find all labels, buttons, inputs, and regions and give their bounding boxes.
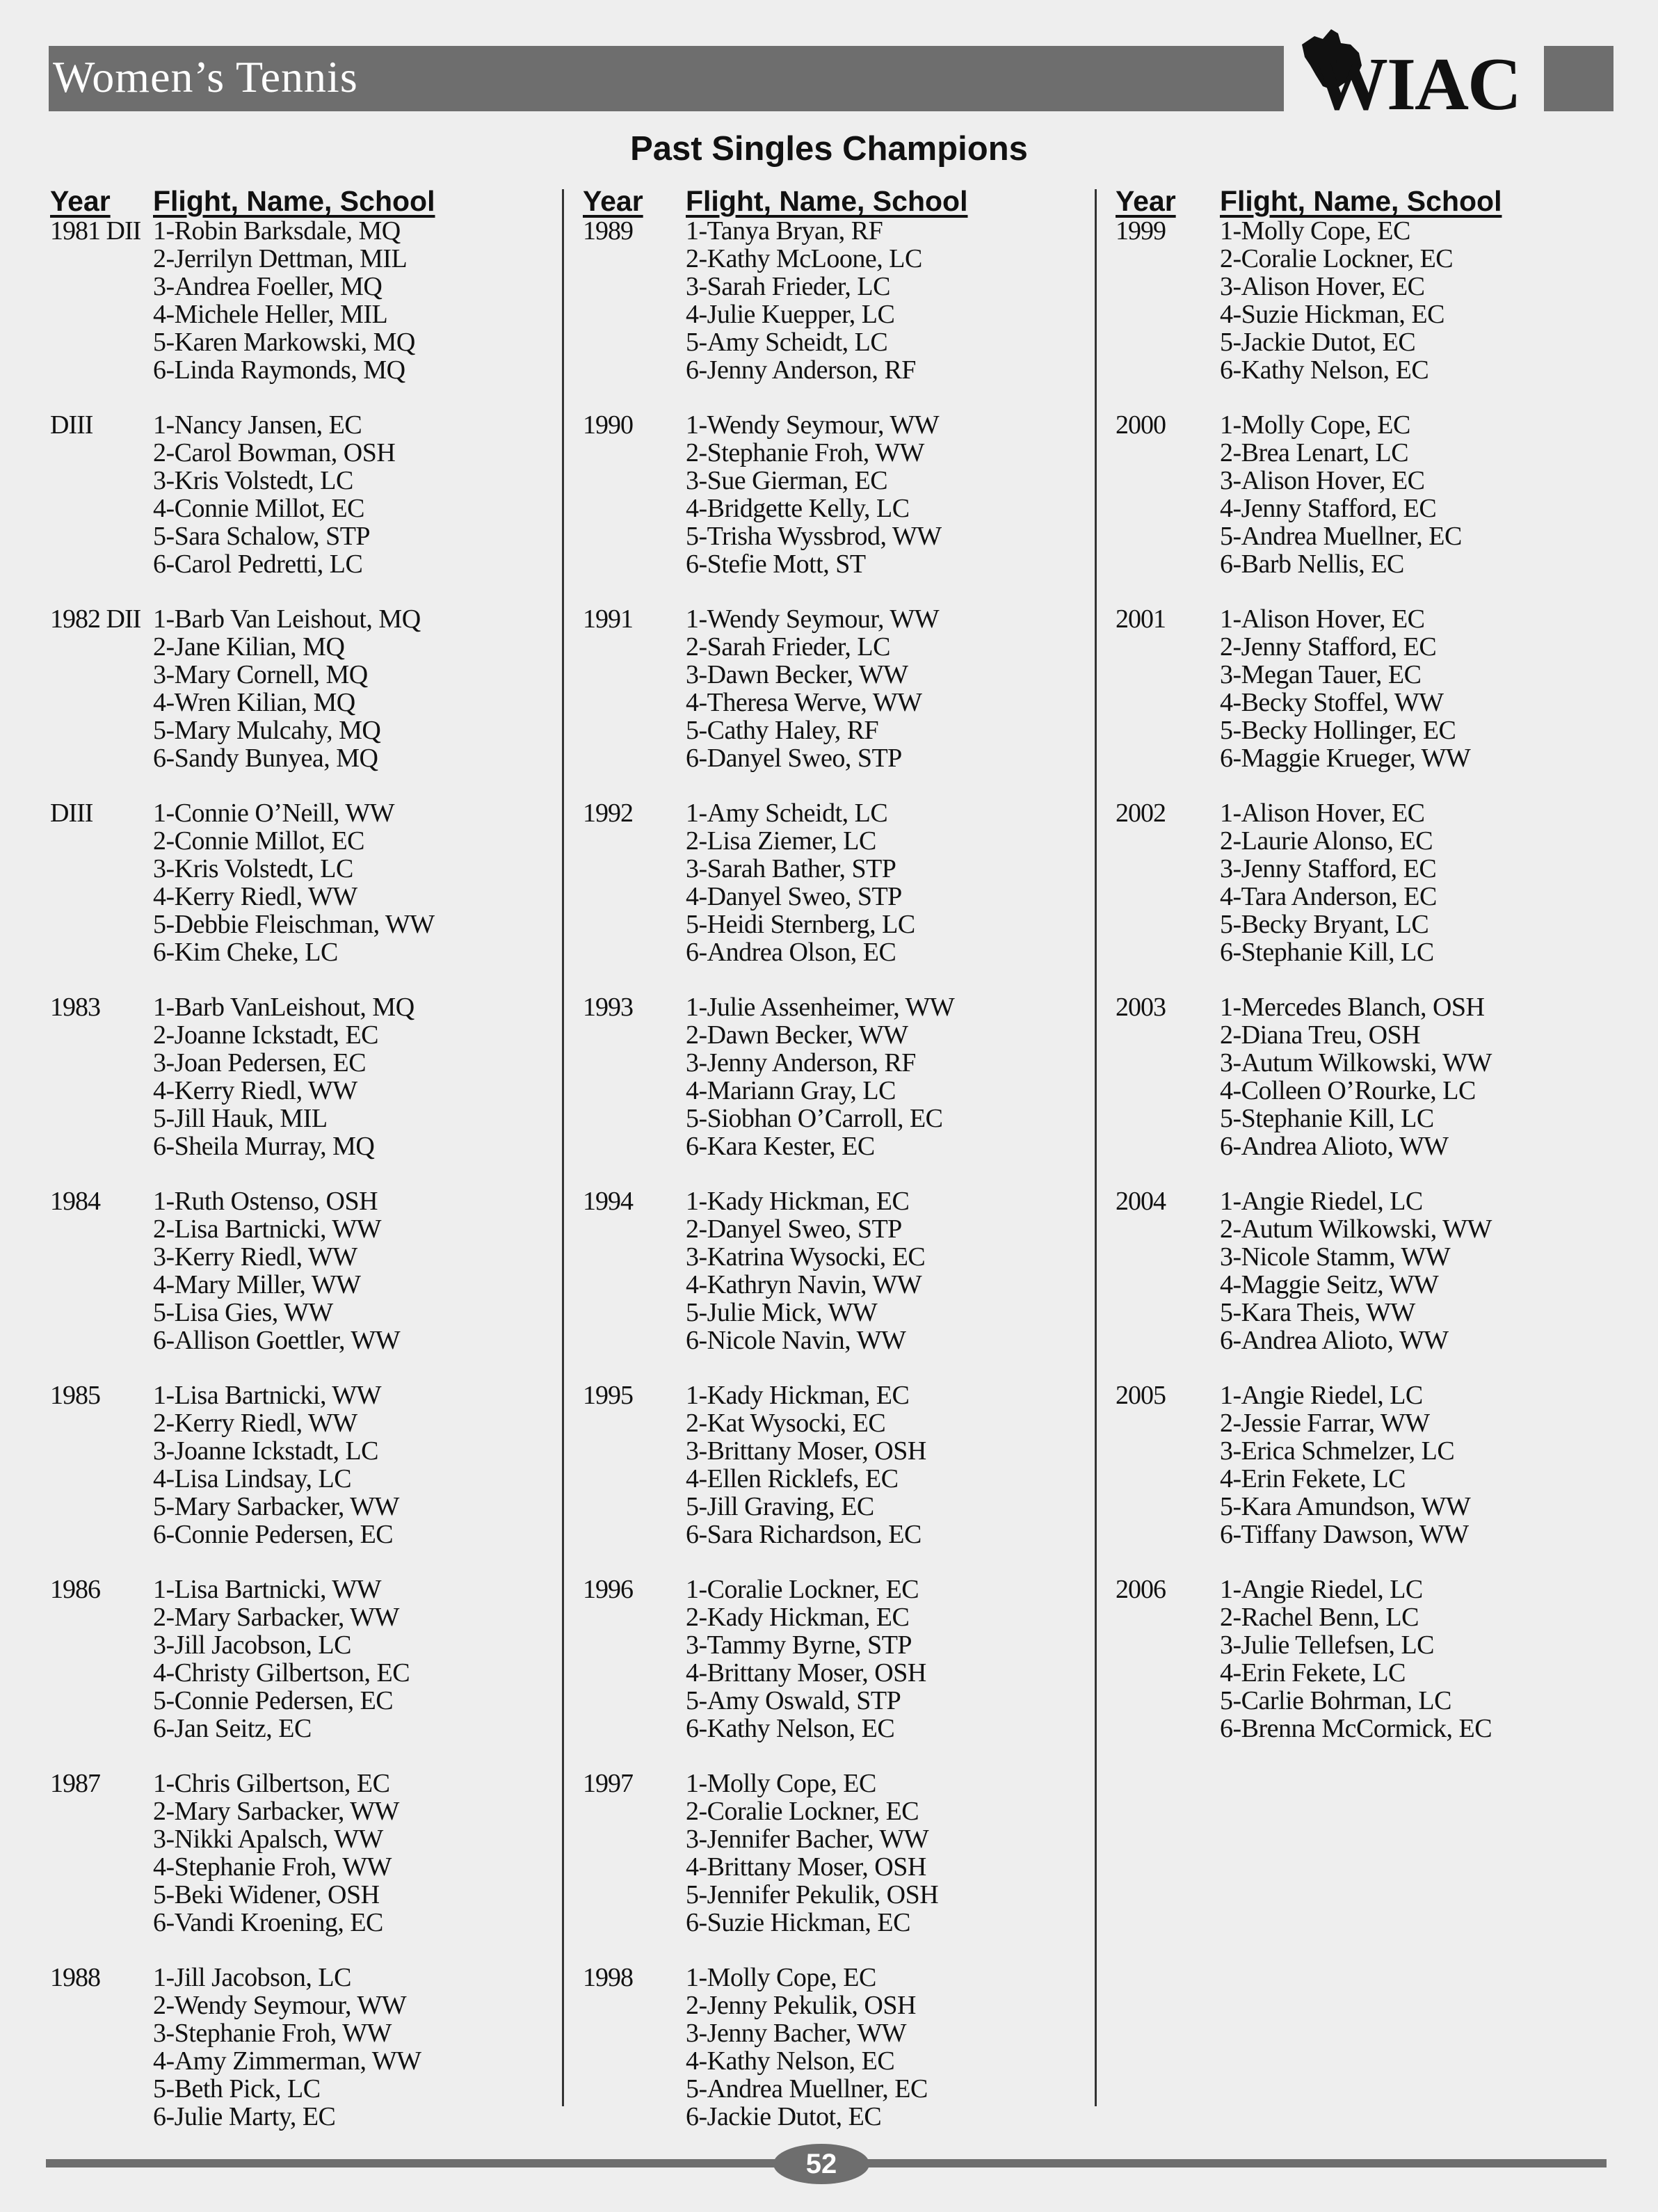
champion-entry: 1-Chris Gilbertson, EC (153, 1769, 390, 1798)
champion-entry: 4-Mary Miller, WW (153, 1270, 361, 1299)
champion-entry: 6-Danyel Sweo, STP (686, 744, 902, 773)
champion-entry: 3-Alison Hover, EC (1220, 272, 1425, 301)
year-header: Year (1116, 185, 1176, 217)
champion-entry: 5-Mary Sarbacker, WW (153, 1492, 399, 1521)
champion-entry: 1-Wendy Seymour, WW (686, 410, 940, 440)
flight-list (153, 799, 435, 966)
champion-entry: 5-Beth Pick, LC (153, 2074, 321, 2103)
champion-entry: 1-Amy Scheidt, LC (686, 799, 888, 828)
champion-entry: 4-Connie Millot, EC (153, 494, 364, 523)
champion-entry: 5-Karen Markowski, MQ (153, 328, 415, 357)
champion-entry: 6-Nicole Navin, WW (686, 1326, 906, 1355)
champion-entry: 3-Kerry Riedl, WW (153, 1242, 357, 1272)
flight-header: Flight, Name, School (686, 185, 968, 217)
champion-entry: 4-Kathryn Navin, WW (686, 1270, 922, 1299)
flight-list (153, 1187, 400, 1354)
champion-entry: 3-Sue Gierman, EC (686, 466, 888, 495)
champion-entry: 3-Julie Tellefsen, LC (1220, 1630, 1435, 1660)
year-label: 1981 DII (50, 216, 141, 246)
champion-entry: 3-Erica Schmelzer, LC (1220, 1436, 1455, 1466)
champion-entry: 4-Colleen O’Rourke, LC (1220, 1076, 1476, 1105)
champion-entry: 2-Dawn Becker, WW (686, 1020, 908, 1050)
champion-entry: 5-Jill Graving, EC (686, 1492, 874, 1521)
flight-list (686, 605, 939, 772)
champion-entry: 2-Sarah Frieder, LC (686, 632, 890, 662)
champion-entry: 3-Kris Volstedt, LC (153, 854, 353, 883)
flight-list (153, 1964, 421, 2131)
year-label: 1996 (583, 1575, 633, 1604)
champion-entry: 3-Jennifer Bacher, WW (686, 1825, 929, 1854)
champion-entry: 1-Kady Hickman, EC (686, 1187, 910, 1216)
champion-entry: 3-Joan Pedersen, EC (153, 1048, 367, 1077)
champion-entry: 2-Rachel Benn, LC (1220, 1603, 1419, 1632)
champion-entry: 4-Danyel Sweo, STP (686, 882, 902, 911)
champion-entry: 5-Carlie Bohrman, LC (1220, 1686, 1451, 1715)
flight-list (1220, 1576, 1492, 1742)
champion-entry: 6-Suzie Hickman, EC (686, 1908, 910, 1937)
champion-entry: 5-Andrea Muellner, EC (686, 2074, 928, 2103)
champion-entry: 1-Wendy Seymour, WW (686, 604, 940, 634)
champion-entry: 2-Carol Bowman, OSH (153, 438, 396, 467)
champion-entry: 6-Kim Cheke, LC (153, 938, 338, 967)
champion-entry: 2-Lisa Ziemer, LC (686, 826, 876, 856)
column-divider (562, 189, 564, 2106)
champion-entry: 4-Becky Stoffel, WW (1220, 688, 1444, 717)
champion-entry: 2-Lisa Bartnicki, WW (153, 1215, 382, 1244)
champion-entry: 6-Stephanie Kill, LC (1220, 938, 1434, 967)
champion-entry: 1-Angie Riedel, LC (1220, 1575, 1423, 1604)
champion-entry: 1-Julie Assenheimer, WW (686, 993, 955, 1022)
year-label: 1988 (50, 1963, 100, 1992)
flight-list (1220, 993, 1492, 1160)
champion-entry: 3-Autum Wilkowski, WW (1220, 1048, 1492, 1077)
champion-entry: 1-Connie O’Neill, WW (153, 799, 395, 828)
champion-entry: 5-Lisa Gies, WW (153, 1298, 333, 1327)
champion-entry: 5-Mary Mulcahy, MQ (153, 716, 381, 745)
champion-entry: 2-Jenny Pekulik, OSH (686, 1991, 916, 2020)
champion-entry: 4-Jenny Stafford, EC (1220, 494, 1437, 523)
champion-entry: 5-Amy Scheidt, LC (686, 328, 888, 357)
champion-entry: 6-Kathy Nelson, EC (686, 1714, 895, 1743)
champion-entry: 3-Jenny Stafford, EC (1220, 854, 1437, 883)
champion-entry: 6-Andrea Alioto, WW (1220, 1326, 1449, 1355)
champion-entry: 3-Tammy Byrne, STP (686, 1630, 912, 1660)
flight-list (686, 799, 915, 966)
champion-entry: 1-Alison Hover, EC (1220, 799, 1425, 828)
champion-entry: 1-Lisa Bartnicki, WW (153, 1575, 382, 1604)
flight-list (153, 217, 415, 384)
champion-entry: 1-Barb VanLeishout, MQ (153, 993, 414, 1022)
flight-list (686, 411, 942, 578)
year-label: 1997 (583, 1769, 633, 1798)
flight-list (153, 1381, 399, 1548)
champion-entry: 4-Julie Kuepper, LC (686, 300, 895, 329)
champion-entry: 1-Jill Jacobson, LC (153, 1963, 351, 1992)
year-label: DIII (50, 410, 93, 440)
champion-entry: 5-Beki Widener, OSH (153, 1880, 380, 1909)
champion-entry: 2-Mary Sarbacker, WW (153, 1797, 399, 1826)
champion-entry: 1-Tanya Bryan, RF (686, 216, 883, 246)
column-divider (1095, 189, 1097, 2106)
year-header: Year (50, 185, 111, 217)
champion-entry: 6-Kathy Nelson, EC (1220, 355, 1429, 385)
year-label: 2002 (1116, 799, 1166, 828)
champion-entry: 4-Michele Heller, MIL (153, 300, 388, 329)
champion-entry: 5-Debbie Fleischman, WW (153, 910, 435, 939)
flight-list (1220, 605, 1470, 772)
champion-entry: 6-Maggie Krueger, WW (1220, 744, 1471, 773)
champion-entry: 6-Andrea Alioto, WW (1220, 1132, 1449, 1161)
champion-entry: 1-Nancy Jansen, EC (153, 410, 362, 440)
champion-entry: 4-Bridgette Kelly, LC (686, 494, 910, 523)
flight-list (153, 993, 414, 1160)
champion-entry: 5-Stephanie Kill, LC (1220, 1104, 1434, 1133)
flight-list (686, 1576, 926, 1742)
champion-entry: 2-Wendy Seymour, WW (153, 1991, 407, 2020)
champion-entry: 6-Jenny Anderson, RF (686, 355, 916, 385)
champion-entry: 4-Christy Gilbertson, EC (153, 1658, 410, 1688)
champion-entry: 2-Coralie Lockner, EC (686, 1797, 919, 1826)
champion-entry: 6-Connie Pedersen, EC (153, 1520, 394, 1549)
year-label: 1994 (583, 1187, 633, 1216)
champion-entry: 3-Brittany Moser, OSH (686, 1436, 926, 1466)
champion-entry: 5-Becky Bryant, LC (1220, 910, 1429, 939)
year-label: 1984 (50, 1187, 100, 1216)
flight-list (1220, 799, 1437, 966)
year-label: 1985 (50, 1381, 100, 1410)
champion-entry: 4-Theresa Werve, WW (686, 688, 922, 717)
wiac-logo-text: WIAC (1313, 43, 1521, 126)
champion-entry: 2-Danyel Sweo, STP (686, 1215, 902, 1244)
champion-entry: 4-Stephanie Froh, WW (153, 1852, 392, 1882)
champion-entry: 5-Jill Hauk, MIL (153, 1104, 328, 1133)
champion-entry: 6-Andrea Olson, EC (686, 938, 896, 967)
champion-entry: 4-Kathy Nelson, EC (686, 2046, 895, 2076)
flight-list (686, 1187, 925, 1354)
flight-header: Flight, Name, School (1220, 185, 1502, 217)
champion-entry: 6-Julie Marty, EC (153, 2102, 336, 2131)
champion-entry: 3-Kris Volstedt, LC (153, 466, 353, 495)
year-label: 2000 (1116, 410, 1166, 440)
champion-entry: 2-Stephanie Froh, WW (686, 438, 924, 467)
year-label: 1990 (583, 410, 633, 440)
champion-entry: 1-Angie Riedel, LC (1220, 1381, 1423, 1410)
champion-entry: 6-Tiffany Dawson, WW (1220, 1520, 1469, 1549)
year-label: 2006 (1116, 1575, 1166, 1604)
champion-entry: 4-Maggie Seitz, WW (1220, 1270, 1439, 1299)
year-label: 1995 (583, 1381, 633, 1410)
champion-entry: 2-Autum Wilkowski, WW (1220, 1215, 1492, 1244)
champion-entry: 6-Sheila Murray, MQ (153, 1132, 375, 1161)
champion-entry: 4-Erin Fekete, LC (1220, 1464, 1406, 1493)
champion-entry: 5-Kara Amundson, WW (1220, 1492, 1471, 1521)
champion-entry: 3-Mary Cornell, MQ (153, 660, 368, 689)
flight-list (153, 1576, 410, 1742)
champion-entry: 3-Sarah Frieder, LC (686, 272, 890, 301)
flight-list (1220, 217, 1453, 384)
champion-entry: 1-Coralie Lockner, EC (686, 1575, 919, 1604)
champion-entry: 2-Kathy McLoone, LC (686, 244, 922, 273)
champion-entry: 2-Jerrilyn Dettman, MIL (153, 244, 408, 273)
champion-entry: 5-Sara Schalow, STP (153, 522, 371, 551)
champion-entry: 4-Kerry Riedl, WW (153, 882, 357, 911)
flight-list (1220, 1381, 1470, 1548)
champion-entry: 5-Andrea Muellner, EC (1220, 522, 1462, 551)
champion-entry: 4-Brittany Moser, OSH (686, 1852, 926, 1882)
champion-entry: 1-Ruth Ostenso, OSH (153, 1187, 378, 1216)
year-label: 1992 (583, 799, 633, 828)
year-label: 1983 (50, 993, 100, 1022)
flight-list (686, 993, 954, 1160)
champion-entry: 5-Trisha Wyssbrod, WW (686, 522, 942, 551)
champion-entry: 4-Mariann Gray, LC (686, 1076, 896, 1105)
champion-entry: 6-Sandy Bunyea, MQ (153, 744, 378, 773)
flight-list (1220, 411, 1462, 578)
champion-entry: 6-Brenna McCormick, EC (1220, 1714, 1492, 1743)
champion-entry: 3-Dawn Becker, WW (686, 660, 908, 689)
champion-entry: 1-Angie Riedel, LC (1220, 1187, 1423, 1216)
champion-entry: 3-Andrea Foeller, MQ (153, 272, 383, 301)
champion-entry: 6-Barb Nellis, EC (1220, 550, 1404, 579)
champion-entry: 5-Julie Mick, WW (686, 1298, 878, 1327)
champion-entry: 1-Alison Hover, EC (1220, 604, 1425, 634)
champion-entry: 6-Linda Raymonds, MQ (153, 355, 405, 385)
champion-entry: 2-Jenny Stafford, EC (1220, 632, 1437, 662)
year-label: 2005 (1116, 1381, 1166, 1410)
champion-entry: 2-Jane Kilian, MQ (153, 632, 345, 662)
champion-entry: 6-Stefie Mott, ST (686, 550, 866, 579)
year-label: 1998 (583, 1963, 633, 1992)
champion-entry: 3-Jenny Bacher, WW (686, 2019, 906, 2048)
year-label: 1989 (583, 216, 633, 246)
champion-entry: 6-Jan Seitz, EC (153, 1714, 312, 1743)
champion-entry: 4-Kerry Riedl, WW (153, 1076, 357, 1105)
champion-entry: 2-Kady Hickman, EC (686, 1603, 910, 1632)
champion-entry: 2-Joanne Ickstadt, EC (153, 1020, 379, 1050)
champion-entry: 3-Nicole Stamm, WW (1220, 1242, 1451, 1272)
champion-entry: 1-Barb Van Leishout, MQ (153, 604, 421, 634)
champion-entry: 5-Connie Pedersen, EC (153, 1686, 394, 1715)
flight-list (1220, 1187, 1492, 1354)
champion-entry: 1-Lisa Bartnicki, WW (153, 1381, 382, 1410)
champion-entry: 2-Coralie Lockner, EC (1220, 244, 1454, 273)
champion-entry: 6-Kara Kester, EC (686, 1132, 875, 1161)
year-label: 1999 (1116, 216, 1166, 246)
year-label: DIII (50, 799, 93, 828)
champion-entry: 2-Mary Sarbacker, WW (153, 1603, 399, 1632)
champion-entry: 6-Allison Goettler, WW (153, 1326, 401, 1355)
champion-entry: 4-Lisa Lindsay, LC (153, 1464, 352, 1493)
year-label: 1986 (50, 1575, 100, 1604)
champion-entry: 2-Kerry Riedl, WW (153, 1409, 357, 1438)
champion-entry: 3-Alison Hover, EC (1220, 466, 1425, 495)
champion-entry: 6-Carol Pedretti, LC (153, 550, 363, 579)
year-label: 1982 DII (50, 604, 141, 634)
champion-entry: 1-Robin Barksdale, MQ (153, 216, 401, 246)
champion-entry: 6-Jackie Dutot, EC (686, 2102, 882, 2131)
flight-list (686, 1381, 926, 1548)
champion-entry: 3-Megan Tauer, EC (1220, 660, 1422, 689)
champion-entry: 5-Siobhan O’Carroll, EC (686, 1104, 943, 1133)
champion-entry: 1-Molly Cope, EC (1220, 216, 1410, 246)
champion-entry: 3-Sarah Bather, STP (686, 854, 896, 883)
year-label: 1993 (583, 993, 633, 1022)
champion-entry: 3-Stephanie Froh, WW (153, 2019, 392, 2048)
champion-entry: 4-Brittany Moser, OSH (686, 1658, 926, 1688)
champion-entry: 5-Heidi Sternberg, LC (686, 910, 915, 939)
champion-entry: 2-Kat Wysocki, EC (686, 1409, 886, 1438)
champion-entry: 4-Erin Fekete, LC (1220, 1658, 1406, 1688)
champion-entry: 3-Jill Jacobson, LC (153, 1630, 351, 1660)
champion-entry: 6-Vandi Kroening, EC (153, 1908, 383, 1937)
champion-entry: 3-Nikki Apalsch, WW (153, 1825, 383, 1854)
champion-entry: 1-Kady Hickman, EC (686, 1381, 910, 1410)
page-subtitle: Past Singles Champions (630, 130, 1028, 168)
flight-header: Flight, Name, School (153, 185, 435, 217)
flight-list (153, 1770, 399, 1937)
champion-entry: 4-Suzie Hickman, EC (1220, 300, 1444, 329)
flight-list (686, 1770, 938, 1937)
champion-entry: 3-Jenny Anderson, RF (686, 1048, 916, 1077)
champion-entry: 4-Tara Anderson, EC (1220, 882, 1437, 911)
year-label: 2004 (1116, 1187, 1166, 1216)
champion-entry: 2-Brea Lenart, LC (1220, 438, 1409, 467)
flight-list (686, 217, 922, 384)
champion-entry: 6-Sara Richardson, EC (686, 1520, 921, 1549)
champion-entry: 2-Connie Millot, EC (153, 826, 364, 856)
year-label: 1987 (50, 1769, 100, 1798)
flight-list (153, 605, 421, 772)
year-label: 1991 (583, 604, 633, 634)
champion-entry: 3-Katrina Wysocki, EC (686, 1242, 926, 1272)
champion-entry: 2-Laurie Alonso, EC (1220, 826, 1433, 856)
year-label: 2001 (1116, 604, 1166, 634)
champion-entry: 1-Mercedes Blanch, OSH (1220, 993, 1485, 1022)
page-title: Women’s Tennis (53, 52, 358, 102)
year-header: Year (583, 185, 643, 217)
champion-entry: 5-Jennifer Pekulik, OSH (686, 1880, 939, 1909)
champion-entry: 2-Jessie Farrar, WW (1220, 1409, 1430, 1438)
champion-entry: 5-Amy Oswald, STP (686, 1686, 901, 1715)
champion-entry: 3-Joanne Ickstadt, LC (153, 1436, 379, 1466)
page-number: 52 (773, 2144, 869, 2184)
champion-entry: 1-Molly Cope, EC (686, 1963, 876, 1992)
champion-entry: 2-Diana Treu, OSH (1220, 1020, 1421, 1050)
champion-entry: 4-Amy Zimmerman, WW (153, 2046, 421, 2076)
champion-entry: 1-Molly Cope, EC (1220, 410, 1410, 440)
champion-entry: 5-Jackie Dutot, EC (1220, 328, 1416, 357)
champion-entry: 4-Wren Kilian, MQ (153, 688, 355, 717)
champion-entry: 5-Kara Theis, WW (1220, 1298, 1415, 1327)
year-label: 2003 (1116, 993, 1166, 1022)
champion-entry: 5-Cathy Haley, RF (686, 716, 879, 745)
champion-entry: 5-Becky Hollinger, EC (1220, 716, 1456, 745)
champion-entry: 4-Ellen Ricklefs, EC (686, 1464, 899, 1493)
flight-list (686, 1964, 928, 2131)
flight-list (153, 411, 395, 578)
champion-entry: 1-Molly Cope, EC (686, 1769, 876, 1798)
